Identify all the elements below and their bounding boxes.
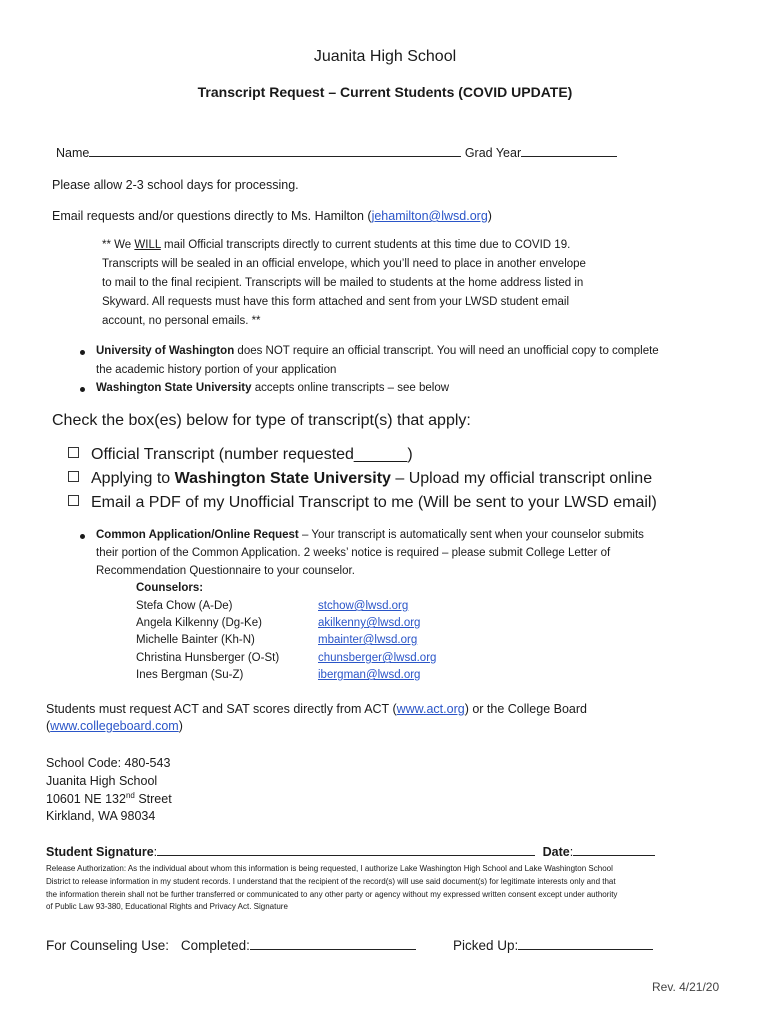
picked-up-row [453, 938, 653, 953]
date-colon: : [569, 845, 574, 859]
bullet-uw [96, 345, 659, 357]
covid-text: mail Official transcripts directly to current students at this time due to COVID 19. [160, 239, 571, 251]
uw-label: University of Washington [96, 345, 235, 357]
counseling-use-label: For Counseling Use: [46, 938, 170, 953]
scores-text: ) [178, 719, 183, 733]
school-code: School Code: 480-543 [46, 756, 171, 770]
wsu-label: Washington State University [96, 382, 252, 394]
scores-text: ( [46, 719, 51, 733]
release-line-3: the information therein shall not be further transferred or communicated to any other party or agency without my expressed written consent except under authority [46, 890, 618, 899]
common-app-text: – Your transcript is automatically sent when your counselor submits [298, 529, 644, 541]
release-line-4: of Public Law 93-380, Educational Rights and Privacy Act. Signature [46, 902, 288, 911]
revision-date: Rev. 4/21/20 [652, 980, 720, 994]
hamilton-email-link[interactable]: jehamilton@lwsd.org [371, 209, 488, 223]
date-field[interactable] [573, 855, 655, 856]
name-label: Name [56, 146, 90, 160]
picked-up-label: Picked Up: [453, 938, 519, 953]
bullet-dot [80, 350, 85, 355]
collegeboard-link[interactable]: www.collegeboard.com [50, 719, 179, 733]
scores-text: Students must request ACT and SAT scores directly from ACT ( [46, 702, 397, 716]
bullet-uw-line2: the academic history portion of your application [96, 364, 337, 376]
checkbox-square[interactable] [68, 447, 79, 458]
school-name: Juanita High School [313, 48, 457, 65]
release-line-2: District to release information in my student records. I understand that the recipient of the record(s) will use said document(s) for legitimate interests only and that [46, 877, 616, 886]
common-app-label: Common Application/Online Request [96, 529, 299, 541]
common-app-line-3: Recommendation Questionnaire to your counselor. [96, 565, 355, 577]
checkbox-label: Applying to [91, 470, 175, 487]
counselor-email-link[interactable]: mbainter@lwsd.org [318, 634, 418, 646]
counselor-email-link[interactable]: chunsberger@lwsd.org [318, 652, 437, 664]
street-sup: nd [125, 791, 135, 800]
counselor-email-link[interactable]: stchow@lwsd.org [318, 600, 409, 612]
covid-will: WILL [134, 239, 161, 251]
checkbox-square[interactable] [68, 471, 79, 482]
school-city: Kirkland, WA 98034 [46, 809, 156, 823]
counselor-name: Angela Kilkenny (Dg-Ke) [136, 617, 262, 629]
form-title: Transcript Request – Current Students (COVID UPDATE) [197, 84, 573, 100]
check-heading: Check the box(es) below for type of transcript(s) that apply: [52, 412, 471, 429]
counselor-name: Stefa Chow (A-De) [136, 600, 233, 612]
checkbox-official[interactable] [68, 446, 413, 464]
checkbox-label: Email a PDF of my Unofficial Transcript to me (Will be sent to your LWSD email) [91, 494, 657, 511]
counselor-email-link[interactable]: ibergman@lwsd.org [318, 669, 421, 681]
bullet-dot [80, 387, 85, 392]
signature-field[interactable] [157, 855, 535, 856]
picked-up-field[interactable] [518, 949, 653, 950]
name-grad-row [56, 146, 617, 160]
wsu-text: accepts online transcripts – see below [251, 382, 450, 394]
street-text: Street [134, 792, 172, 807]
common-app-line-2: their portion of the Common Application. 2 weeks’ notice is required – please submit College Letter of [96, 547, 611, 559]
signature-row [46, 845, 655, 859]
covid-line-5: account, no personal emails. ** [102, 315, 261, 327]
uw-text: does NOT require an official transcript. You will need an unofficial copy to complete [234, 345, 659, 357]
covid-line-4: Skyward. All requests must have this form attached and sent from your LWSD student email [102, 296, 570, 308]
counselor-email-link[interactable]: akilkenny@lwsd.org [318, 617, 421, 629]
covid-line-3: to mail to the final recipient. Transcripts will be mailed to students at the home address listed in [102, 277, 584, 289]
checkbox-label: – Upload my official transcript online [390, 470, 653, 487]
covid-text: ** We [102, 239, 135, 251]
counselor-name: Michelle Bainter (Kh-N) [136, 634, 255, 646]
scores-text: ) or the College Board [464, 702, 587, 716]
school-info-name: Juanita High School [46, 774, 158, 788]
signature-colon: : [153, 845, 158, 859]
checkbox-wsu[interactable] [68, 470, 652, 488]
counselor-name: Christina Hunsberger (O-St) [136, 652, 280, 664]
bullet-wsu [96, 382, 449, 394]
covid-line-2: Transcripts will be sealed in an official envelope, which you’ll need to place in another envelope [102, 258, 586, 270]
email-note-close: ) [487, 209, 492, 223]
email-note [52, 209, 492, 223]
counseling-use-row [46, 938, 416, 953]
street-text: 10601 NE 132 [46, 792, 126, 807]
counselors-heading: Counselors: [136, 582, 204, 594]
signature-label: Student Signature [46, 845, 154, 859]
checkbox-unofficial[interactable] [68, 494, 657, 512]
checkbox-square[interactable] [68, 495, 79, 506]
school-street [46, 791, 172, 806]
counselor-name: Ines Bergman (Su-Z) [136, 669, 244, 681]
grad-year-field[interactable] [521, 156, 617, 157]
act-link[interactable]: www.act.org [396, 702, 465, 716]
scores-line-1 [46, 702, 587, 716]
scores-line-2 [46, 719, 183, 733]
completed-field[interactable] [250, 949, 416, 950]
processing-note: Please allow 2-3 school days for processing. [52, 178, 299, 192]
completed-label: Completed: [180, 938, 250, 953]
checkbox-label: Official Transcript (number requested______) [91, 446, 413, 463]
covid-line-1 [102, 239, 570, 251]
date-label: Date [542, 845, 570, 859]
name-field[interactable] [89, 156, 461, 157]
email-note-text: Email requests and/or questions directly to Ms. Hamilton ( [52, 209, 372, 223]
checkbox-label-bold: Washington State University [174, 470, 391, 487]
grad-year-label: Grad Year [464, 146, 522, 160]
bullet-dot [80, 534, 85, 539]
common-app-line-1 [96, 529, 644, 541]
release-line-1: Release Authorization: As the individual about whom this information is being requested, I authorize Lake Washington High School and Lake Washington School [46, 864, 613, 873]
